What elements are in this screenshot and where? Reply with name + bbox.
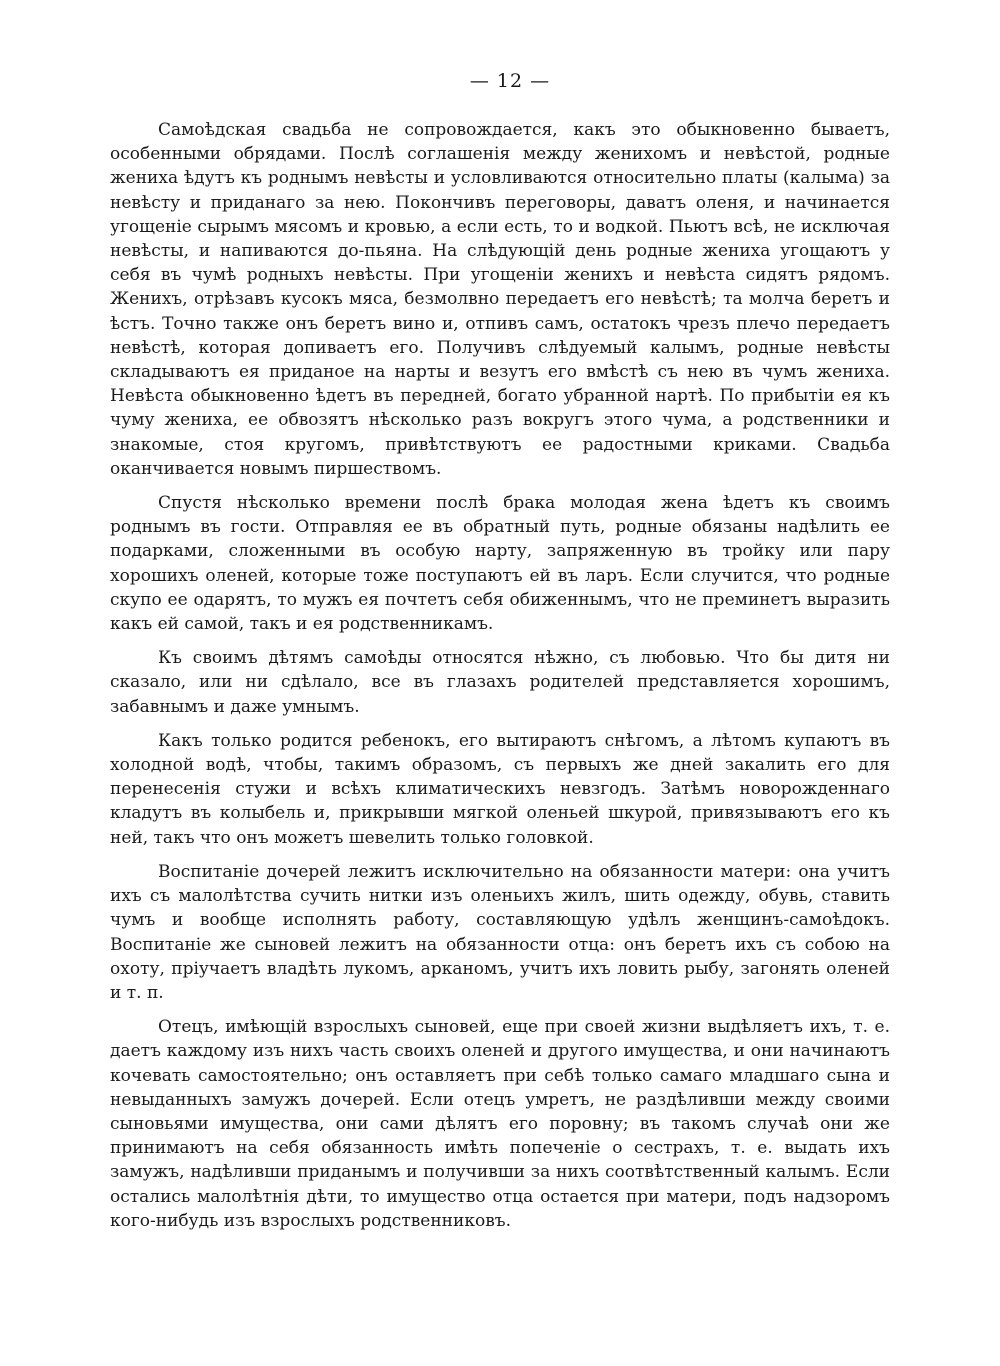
- book-page: [110, 70, 890, 1243]
- paragraph-attitude-to-children: Къ своимъ дѣтямъ самоѣды относятся нѣжно, съ любовью. Что бы дитя ни сказало, или ни сдѣлало, все въ глазахъ родителей представляется хорошимъ, забавнымъ и даже умнымъ.: [110, 648, 890, 717]
- paragraph-inheritance: Отецъ, имѣющій взрослыхъ сыновей, еще при своей жизни выдѣляетъ ихъ, т. е. даетъ каждому изъ нихъ часть своихъ оленей и другого имущества, и они начинаютъ кочевать самостоятельно; онъ оставляетъ при себѣ только самаго младшаго сына и невыданныхъ замужъ дочерей. Если отецъ умретъ, не раздѣливши между своими сыновьями имущества, они сами дѣлятъ его поровну; въ такомъ случаѣ они же принимаютъ на себя обязанность имѣть попеченіе о сестрахъ, т. е. выдать ихъ замужъ, надѣливши приданымъ и получивши за нихъ соотвѣтственный калымъ. Если остались малолѣтнія дѣти, то имущество отца остается при матери, подъ надзоромъ кого-нибудь изъ взрослыхъ родственниковъ.: [110, 1017, 890, 1231]
- page-number: — 12 —: [469, 70, 551, 92]
- paragraph-wedding-customs: Самоѣдская свадьба не сопровождается, какъ это обыкновенно бываетъ, особенными обрядами. Послѣ соглашенія между женихомъ и невѣстой, родные жениха ѣдутъ къ роднымъ невѣсты и условливаются относительно платы (калыма) за невѣсту и приданаго за нею. Покончивъ переговоры, даватъ оленя, и начинается угощеніе сырымъ мясомъ и кровью, а если есть, то и водкой. Пьютъ всѣ, не исключая невѣсты, и напиваются до-пьяна. На слѣдующій день родные жениха угощаютъ у себя въ чумѣ родныхъ невѣсты. При угощеніи женихъ и невѣста сидятъ рядомъ. Женихъ, отрѣзавъ кусокъ мяса, безмолвно передаетъ его невѣстѣ; та молча беретъ и ѣстъ. Точно также онъ беретъ вино и, отпивъ самъ, остатокъ чрезъ плечо передаетъ невѣстѣ, которая допиваетъ его. Получивъ слѣдуемый калымъ, родные невѣсты складываютъ ея приданое на нарты и везутъ его вмѣстѣ съ нею въ чумъ жениха. Невѣста обыкновенно ѣдетъ въ передней, богато убранной нартѣ. По прибытіи ея къ чуму жениха, ее обвозятъ нѣсколько разъ вокругъ этого чума, а родственники и знакомые, стоя кругомъ, привѣтствуютъ ее радостными криками. Свадьба оканчивается новымъ пиршествомъ.: [110, 120, 890, 479]
- paragraph-upbringing: Воспитаніе дочерей лежитъ исключительно на обязанности матери: она учитъ ихъ съ малолѣтства сучить нитки изъ оленьихъ жилъ, шить одежду, обувь, ставить чумъ и вообще исполнять работу, составляющую удѣлъ женщинъ-самоѣдокъ. Воспитаніе же сыновей лежитъ на обязанности отца: онъ беретъ ихъ съ собою на охоту, пріучаетъ владѣть лукомъ, арканомъ, учитъ ихъ ловить рыбу, загонять оленей и т. п.: [110, 861, 890, 1003]
- paragraph-visit-to-parents: Спустя нѣсколько времени послѣ брака молодая жена ѣдетъ къ своимъ роднымъ въ гости. Отправляя ее въ обратный путь, родные обязаны надѣлить ее подарками, сложенными въ особую нарту, запряженную въ тройку или пару хорошихъ оленей, которые тоже поступаютъ ей въ ларъ. Если случится, что родные скупо ее одарятъ, то мужъ ея почтетъ себя обиженнымъ, что не преминетъ выразить какъ ей самой, такъ и ея родственникамъ.: [110, 493, 890, 635]
- paragraph-newborn-care: Какъ только родится ребенокъ, его вытираютъ снѣгомъ, а лѣтомъ купаютъ въ холодной водѣ, чтобы, такимъ образомъ, съ первыхъ же дней закалить его для перенесенія стужи и всѣхъ климатическихъ невзгодъ. Затѣмъ новорожденнаго кладутъ въ колыбель и, прикрывши мягкой оленьей шкурой, привязываютъ его къ ней, такъ что онъ можетъ шевелить только головкой.: [110, 730, 890, 848]
